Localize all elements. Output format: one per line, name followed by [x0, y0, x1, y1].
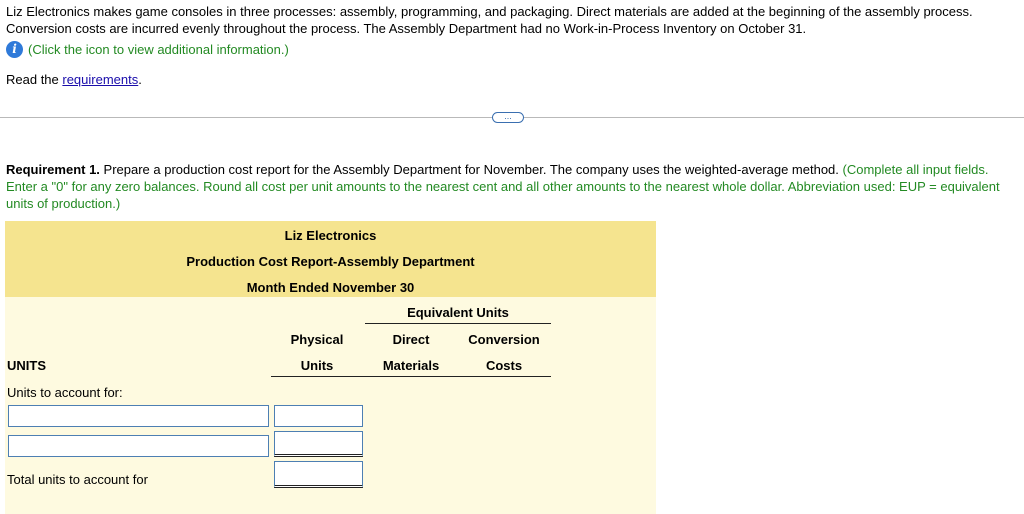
units-row1-physical-input[interactable] [274, 405, 363, 427]
read-prefix: Read the [6, 72, 63, 87]
additional-info-line [6, 40, 289, 58]
requirements-link[interactable]: requirements [62, 72, 139, 87]
units-row1-label-input[interactable] [8, 405, 269, 427]
additional-info-text: (Click the icon to view additional information.) [28, 41, 289, 57]
expand-more-button[interactable]: ... [492, 112, 524, 123]
units-section-heading: UNITS [7, 358, 46, 373]
requirement-1-text [6, 161, 1018, 212]
total-units-label: Total units to account for [7, 472, 148, 487]
requirement-instructions: (Complete all input fields. Enter a "0" for any zero balances. Round all cost per unit amounts to the nearest cent and all other amounts to the nearest whole dollar. Abbreviation used: EUP = equivalent units of production.) [6, 162, 1000, 211]
col-physical-line1: Physical [290, 332, 344, 347]
col-conversion-line2: Costs [485, 358, 523, 373]
report-period: Month Ended November 30 [246, 280, 415, 295]
read-requirements-line [6, 72, 142, 87]
col-physical-line2: Units [300, 358, 334, 373]
requirement-body: Prepare a production cost report for the Assembly Department for November. The company uses the weighted-average method. [99, 162, 843, 177]
read-suffix: . [138, 72, 142, 87]
equivalent-units-header: Equivalent Units [407, 305, 509, 320]
units-row2-physical-input[interactable] [274, 431, 363, 457]
column-header-rule [271, 376, 551, 377]
problem-intro-text: Liz Electronics makes game consoles in three processes: assembly, programming, and packaging. Direct materials are added at the beginning of the assembly process. Conversion costs are incurred evenly throughout the process. The Assembly Department had no Work-in-Process Inventory on October 31. [6, 4, 973, 36]
units-row2-label-input[interactable] [8, 435, 269, 457]
report-body-panel [5, 297, 656, 514]
units-to-account-label: Units to account for: [7, 385, 123, 400]
col-direct-line2: Materials [382, 358, 440, 373]
report-title: Production Cost Report-Assembly Department [186, 254, 475, 269]
report-company: Liz Electronics [284, 228, 377, 243]
requirement-heading: Requirement 1. [6, 162, 100, 177]
col-conversion-line1: Conversion [468, 332, 540, 347]
report-header-panel [5, 221, 656, 297]
col-direct-line1: Direct [392, 332, 430, 347]
equivalent-units-rule [365, 323, 551, 324]
total-units-physical-input[interactable] [274, 461, 363, 488]
info-icon[interactable]: i [6, 41, 23, 58]
